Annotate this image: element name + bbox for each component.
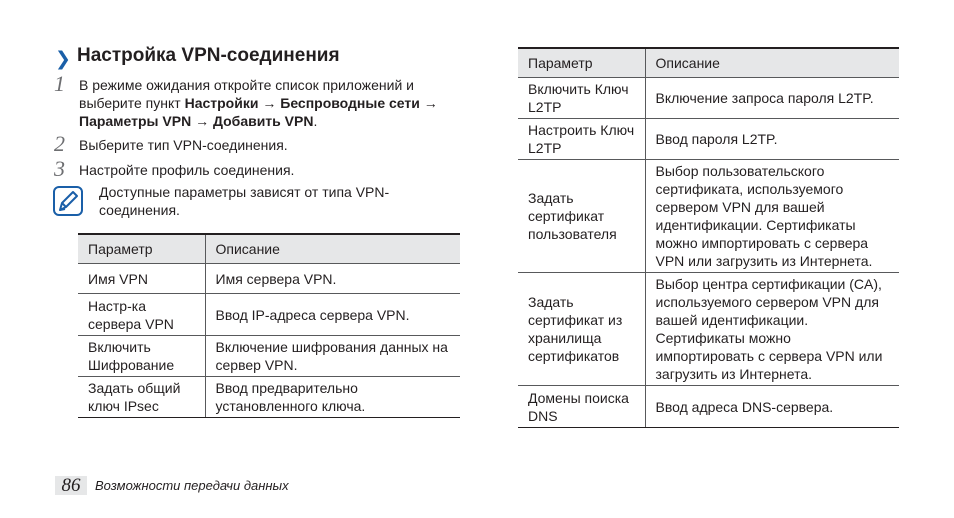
menu-item-wireless: Беспроводные сети (280, 95, 420, 111)
param-name: Задать сертификат из хранилища сертификатов (518, 273, 645, 386)
param-name: Задать сертификат пользователя (518, 160, 645, 273)
param-description: Выбор центра сертификации (CA), используемого сервером VPN для вашей идентификации. Сертификаты можно импортировать с сервера VPN или загрузить из Интернета. (645, 273, 899, 386)
params-table-right (518, 47, 899, 428)
note-pencil-icon (53, 186, 83, 216)
page-number: 86 (61, 475, 81, 496)
param-name: Включить Ключ L2TP (518, 78, 645, 119)
note-text: Доступные параметры зависят от типа VPN-соединения. (99, 184, 390, 218)
param-name: Задать общий ключ IPsec (78, 377, 205, 418)
param-description: Включение запроса пароля L2TP. (645, 78, 899, 119)
table-row (518, 273, 899, 386)
section-title: Настройка VPN-соединения (77, 45, 340, 66)
param-description: Включение шифрования данных на сервер VPN. (205, 336, 460, 377)
param-name: Имя VPN (78, 264, 205, 294)
param-name: Настроить Ключ L2TP (518, 119, 645, 160)
table-row (78, 264, 460, 294)
param-description: Ввод пароля L2TP. (645, 119, 899, 160)
param-description: Выбор пользовательского сертификата, используемого сервером VPN для вашей идентификации. Сертификаты можно импортировать с сервера VPN или загрузить из Интернета. (645, 160, 899, 273)
step-number: 1 (54, 71, 65, 96)
params-table-left (78, 233, 460, 418)
table-row (518, 160, 899, 273)
menu-item-vpn-settings: Параметры VPN (79, 113, 192, 129)
table-row (518, 119, 899, 160)
param-description: Ввод IP-адреса сервера VPN. (205, 294, 460, 336)
column-header: Параметр (518, 48, 645, 78)
table-row (78, 377, 460, 418)
step-text: В режиме ожидания откройте список приложений и выберите пункт Настройки → Беспроводные сети → Параметры VPN → Добавить VPN. (79, 77, 438, 129)
menu-item-add-vpn: Добавить VPN (212, 113, 314, 129)
table-row (518, 386, 899, 428)
menu-item-settings: Настройки (184, 95, 259, 111)
column-header: Параметр (78, 234, 205, 264)
param-name: Включить Шифрование (78, 336, 205, 377)
table-row (78, 336, 460, 377)
param-name: Домены поиска DNS (518, 386, 645, 428)
param-description: Ввод адреса DNS-сервера. (645, 386, 899, 428)
table-row (78, 294, 460, 336)
column-header: Описание (645, 48, 899, 78)
table-row (518, 78, 899, 119)
step-text: Настройте профиль соединения. (79, 162, 295, 178)
param-name: Настр-ка сервера VPN (78, 294, 205, 336)
step-number: 2 (54, 131, 65, 156)
section-chevron-icon: ❯ (55, 49, 71, 70)
param-description: Имя сервера VPN. (205, 264, 460, 294)
param-description: Ввод предварительно установленного ключа. (205, 377, 460, 418)
chapter-title: Возможности передачи данных (95, 478, 289, 493)
step-text: Выберите тип VPN-соединения. (79, 137, 288, 153)
column-header: Описание (205, 234, 460, 264)
step-number: 3 (54, 156, 65, 181)
